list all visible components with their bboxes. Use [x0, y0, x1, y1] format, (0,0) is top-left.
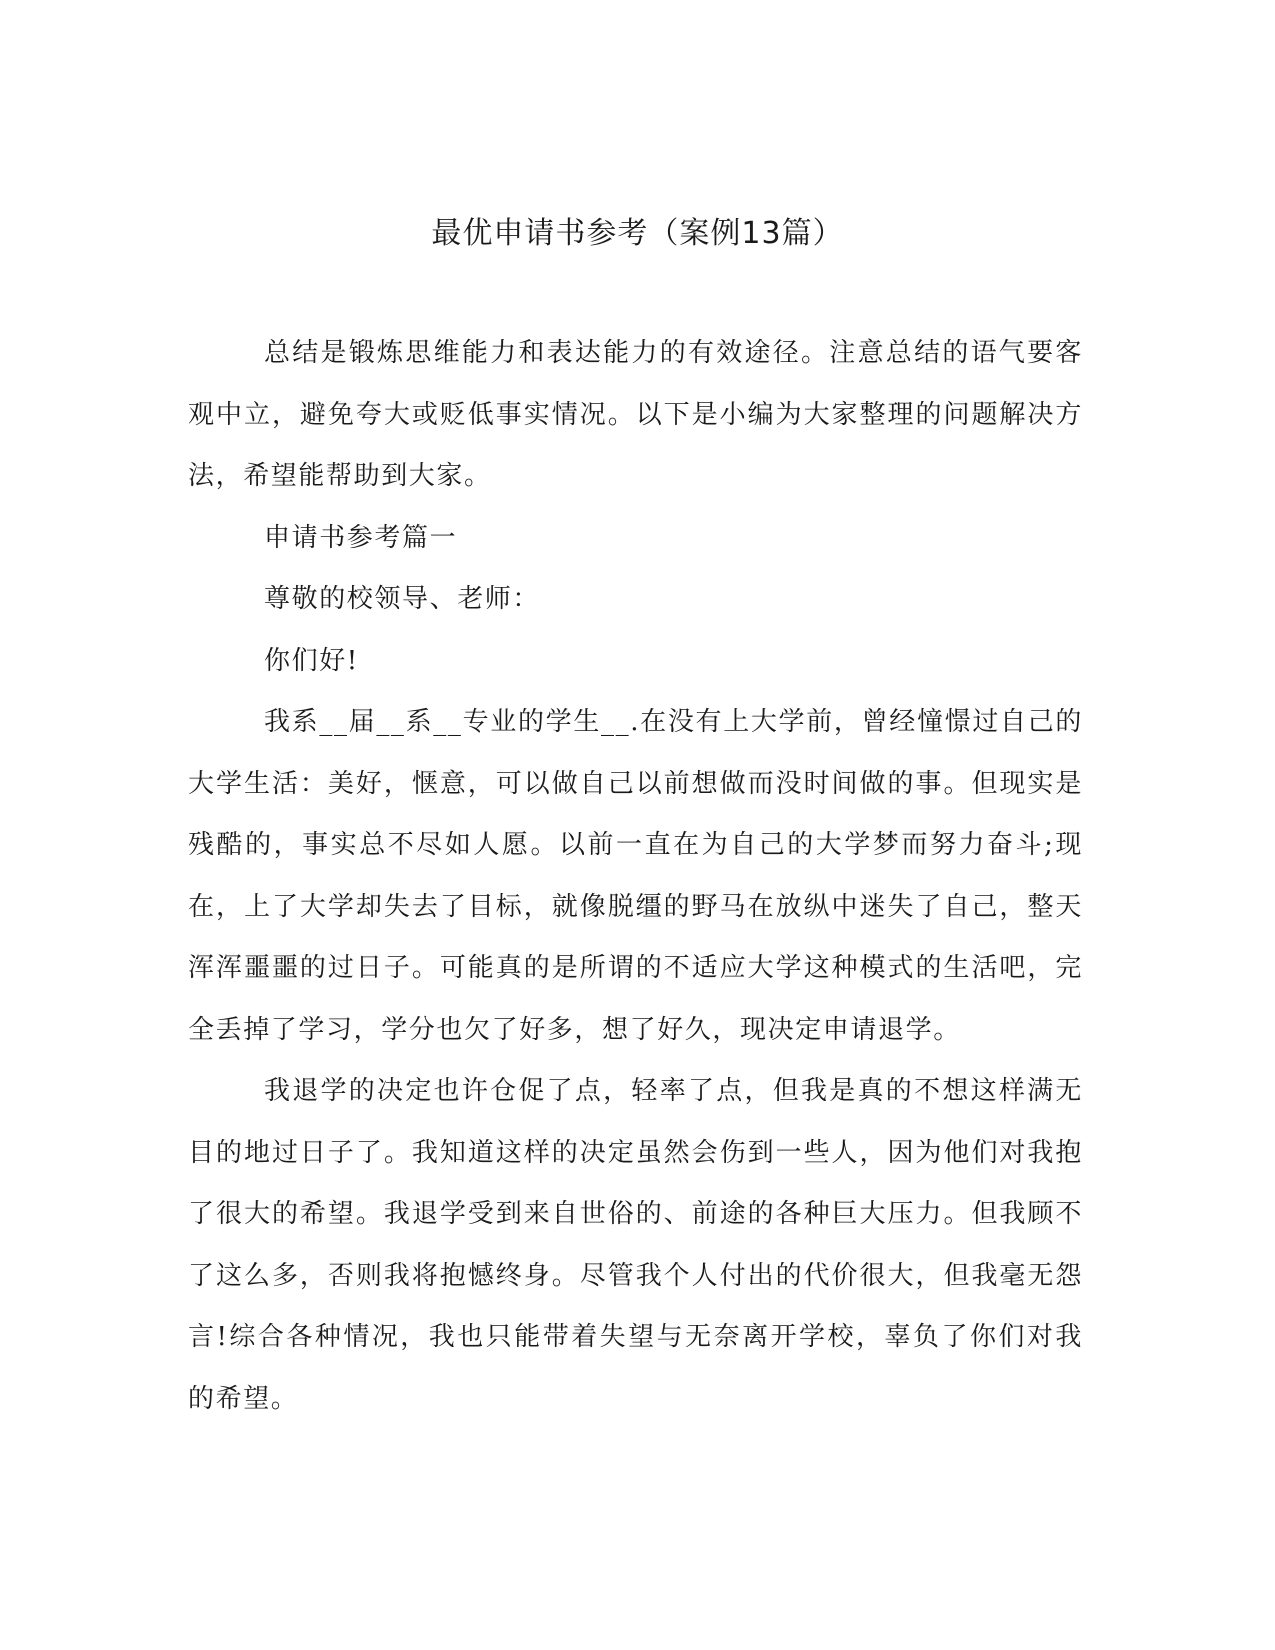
document-body	[188, 323, 1083, 1430]
body-paragraph: 我系__届__系__专业的学生__.在没有上大学前，曾经憧憬过自己的大学生活：美好，惬意，可以做自己以前想做而没时间做的事。但现实是残酷的，事实总不尽如人愿。以前一直在为自己的大学梦而努力奋斗;现在，上了大学却失去了目标，就像脱缰的野马在放纵中迷失了自己，整天浑浑噩噩的过日子。可能真的是所谓的不适应大学这种模式的生活吧，完全丢掉了学习，学分也欠了好多，想了好久，现决定申请退学。	[188, 707, 1083, 1045]
body-paragraph: 我退学的决定也许仓促了点，轻率了点，但我是真的不想这样满无目的地过日子了。我知道这样的决定虽然会伤到一些人，因为他们对我抱了很大的希望。我退学受到来自世俗的、前途的各种巨大压力。但我顾不了这么多，否则我将抱憾终身。尽管我个人付出的代价很大，但我毫无怨言!综合各种情况，我也只能带着失望与无奈离开学校，辜负了你们对我的希望。	[188, 1076, 1083, 1414]
section-heading: 申请书参考篇一	[264, 522, 458, 553]
greeting: 你们好!	[264, 645, 359, 676]
salutation: 尊敬的校领导、老师：	[264, 584, 541, 614]
document-title: 最优申请书参考（案例13篇）	[431, 216, 844, 251]
intro-paragraph: 总结是锻炼思维能力和表达能力的有效途径。注意总结的语气要客观中立，避免夸大或贬低事实情况。以下是小编为大家整理的问题解决方法，希望能帮助到大家。	[188, 338, 1083, 491]
